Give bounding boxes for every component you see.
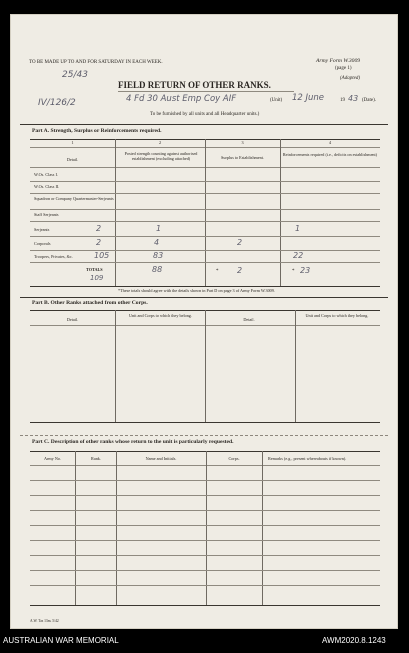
handwritten-ref-number: 25/43 [62,70,88,80]
part-b-vline [115,310,116,422]
totals-label: TOTALS [86,267,103,272]
ruled-line [30,555,380,556]
part-c-vline [206,451,207,605]
col-num-3: 3 [241,140,244,145]
part-a-vline [115,139,116,286]
footer-accession-number: AWM2020.8.1243 [322,636,386,645]
col-header-corps: Corps. [228,456,240,461]
row-rule [30,209,380,210]
part-c-bottom-rule [30,605,380,606]
part-b-bottom-rule [30,422,380,423]
part-a-vline [205,139,206,286]
part-b-heading: Part B. Other Ranks attached from other Corps. [32,300,148,306]
ruled-line [30,540,380,541]
ruled-line [30,510,380,511]
row-posted: 83 [153,251,164,260]
row-surplus: 2 [237,238,243,247]
furnish-instruction: To be furnished by all units and all Headquarter units.) [150,112,260,117]
handwritten-year: 43 [348,94,359,103]
row-rule [30,221,380,222]
col-header-reinforcements: Reinforcements required (i.e., deficits on establishment) [282,152,378,157]
top-instruction: TO BE MADE UP TO AND FOR SATURDAY IN EACH WEEK. [29,60,163,65]
footer-attribution: AUSTRALIAN WAR MEMORIAL [3,636,119,645]
col-header-army-no: Army No. [44,456,61,461]
date-label: (Date). [362,98,377,103]
part-b-vline [205,310,206,422]
year-prefix: 19 [340,98,345,103]
row-label: Staff Serjeants [34,212,59,217]
totals-posted: 88 [152,265,163,274]
totals-note: *These totals should agree with the details shown in Part D on page 3 of Army Form W.3009. [118,288,275,293]
handwritten-ref-code: IV/126/2 [38,98,76,108]
form-sheet [10,14,398,629]
ruled-line [30,480,380,481]
form-title: FIELD RETURN OF OTHER RANKS. [118,80,271,90]
row-establishment: 2 [96,224,102,233]
part-c-top-rule [30,451,380,452]
ruled-line [30,585,380,586]
ruled-line [30,525,380,526]
form-name: Army Form W.3009 [316,58,361,64]
form-page: (page 1) [335,66,352,71]
col-header-unit-corps: Unit and Corps to which they belong. [129,313,192,318]
totals-star: * [216,269,219,274]
row-posted: 4 [154,238,160,247]
row-posted: 1 [156,224,162,233]
row-establishment: 105 [94,251,110,260]
handwritten-date: 12 June [292,93,325,103]
col-header-detail: Detail. [66,317,79,322]
row-label: W.Os. Class I. [34,172,58,177]
row-reinforcements: 1 [295,224,301,233]
totals-surplus: 2 [237,266,243,275]
part-b-vline [295,310,296,422]
col-header-rank: Rank. [91,456,101,461]
row-reinforcements: 22 [293,251,304,260]
row-rule [30,262,380,263]
totals-reinforcements: 23 [300,266,311,275]
row-label: Squadron or Company Quartermaster-Serjeants [34,196,114,201]
col-header-unit-corps: Unit and Corps to which they belong. [305,313,369,318]
unit-label: (Unit) [270,98,283,103]
part-a-heading: Part A. Strength, Surplus or Reinforcements required. [32,128,162,134]
row-label: W.Os. Class II. [34,184,60,189]
part-c-vline [262,451,263,605]
row-rule [30,250,380,251]
col-header-name: Name and Initials. [145,456,177,461]
row-rule [30,193,380,194]
col-header-remarks: Remarks (e.g., present whereabouts if known). [268,456,347,461]
totals-star: * [292,269,295,274]
ruled-line [30,570,380,571]
row-rule [30,181,380,182]
row-label: Serjeants [34,227,50,232]
divider [20,124,388,125]
dashed-divider [20,435,388,436]
adapted-label: (Adapted) [340,76,360,81]
part-c-vline [116,451,117,605]
row-establishment: 2 [96,238,102,247]
divider [20,297,388,298]
row-label: Corporals [34,241,51,246]
totals-establishment: 109 [90,274,104,282]
row-rule [30,236,380,237]
col-num-1: 1 [71,140,74,145]
part-c-heading: Part C. Description of other ranks whose return to the unit is particularly requested. [32,439,234,445]
col-header-detail: Detail. [66,157,79,162]
row-label: Troopers, Privates, &c. [34,254,73,259]
handwritten-unit: 4 Fd 30 Aust Emp Coy AIF [126,94,237,104]
part-c-vline [75,451,76,605]
col-header-detail: Detail. [243,317,255,322]
col-num-2: 2 [158,140,162,145]
col-header-posted: Posted strength counting against authorised establishment (excluding attached) [124,151,198,161]
totals-rule [30,286,380,287]
header-rule [30,465,380,466]
col-num-4: 4 [328,140,332,145]
print-code: A.W. Tas 13m. 5/42 [30,619,59,623]
part-a-vline [280,139,281,286]
title-underline [118,91,294,92]
ruled-line [30,495,380,496]
col-header-surplus: Surplus to Establishment. [221,155,264,160]
